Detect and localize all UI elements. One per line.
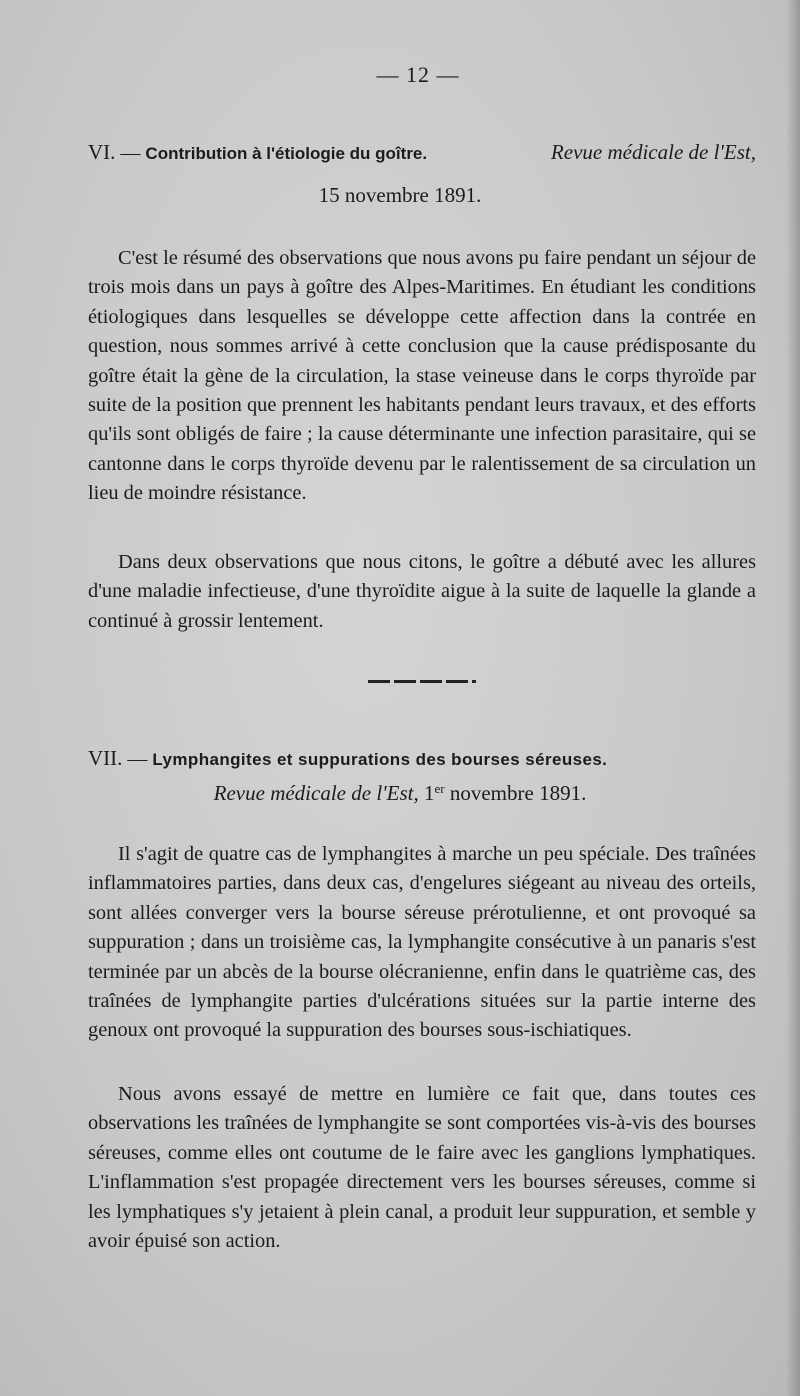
paragraph-text: Dans deux observations que nous citons, le goître a débuté avec les allures d'une maladie infectieuse, d'une thyroïdite aigue à la suite de laquelle la glande a continué à grossir lentement. bbox=[88, 551, 756, 632]
entry-vii-date-day: 1 bbox=[423, 781, 435, 805]
paragraph-text: C'est le résumé des observations que nous avons pu faire pendant un séjour de trois mois dans un pays à goître des Alpes-Maritimes. En étudiant les conditions étiologiques dans lesquelles se développe cette affection dans la contrée en question, nous sommes arrivé à cette conclusion que la cause prédisposante du goître était la gène de la circulation, la stase veineuse dans le corps thyroïde par suite de la position que prennent les habitants pendant leurs travaux, et des efforts qu'ils sont obligés de faire ; la cause déterminante une infection parasitaire, qui se cantonne dans le corps thyroïde devenu par le ralentissement de sa circulation un lieu de moindre résistance. bbox=[88, 247, 756, 505]
entry-vii-numeral: VII. bbox=[88, 746, 123, 770]
entry-vii-journal-line bbox=[0, 774, 800, 808]
entry-vii-heading bbox=[88, 742, 756, 776]
entry-vii-paragraph-1 bbox=[88, 840, 756, 1046]
entry-vii-dash: — bbox=[127, 748, 148, 770]
entry-vii-journal: Revue médicale de l'Est, bbox=[213, 781, 419, 805]
paragraph-text: Il s'agit de quatre cas de lymphangites à marche un peu spéciale. Des traînées inflammatoires parties, dans deux cas, d'engelures siégeant au niveau des orteils, sont allées converger vers la bourse séreuse prérotulienne, et ont provoqué sa suppuration ; dans un troisième cas, la lymphangite consécutive à un panaris s'est terminée par un abcès de la bourse olécranienne, enfin dans le quatrième cas, des traînées de lymphangite parties d'ulcérations situées sur la partie interne des genoux ont provoqué la suppuration des bourses sous-ischiatiques. bbox=[88, 843, 756, 1042]
entry-vi-paragraph-2 bbox=[88, 548, 756, 636]
section-separator bbox=[368, 680, 476, 683]
entry-vii-paragraph-2 bbox=[88, 1080, 756, 1256]
entry-vi-paragraph-1 bbox=[88, 244, 756, 509]
entry-vi-numeral: VI. bbox=[88, 140, 116, 164]
entry-vi-title: Contribution à l'étiologie du goître. bbox=[145, 144, 428, 163]
entry-vii-title: Lymphangites et suppurations des bourses séreuses. bbox=[152, 750, 608, 769]
entry-vii-date-sup: er bbox=[434, 781, 445, 796]
entry-vi-heading bbox=[88, 136, 756, 170]
entry-vi-journal: Revue médicale de l'Est, bbox=[550, 140, 756, 164]
entry-vii-date-rest: novembre 1891. bbox=[449, 781, 587, 805]
paragraph-text: Nous avons essayé de mettre en lumière ce fait que, dans toutes ces observations les traînées de lymphangite se sont comportées vis-à-vis des bourses séreuses, comme elles ont coutume de le faire avec les ganglions lymphatiques. L'inflammation s'est propagée directement vers les bourses séreuses, comme si les lymphatiques s'y jetaient à plein canal, a produit leur suppuration, et semble y avoir épuisé son action. bbox=[88, 1083, 756, 1253]
page-number: — 12 — bbox=[376, 62, 460, 87]
entry-vi-date: 15 novembre 1891. bbox=[318, 183, 482, 207]
page-edge-shadow bbox=[786, 0, 800, 1396]
entry-vi-dash: — bbox=[120, 142, 141, 164]
